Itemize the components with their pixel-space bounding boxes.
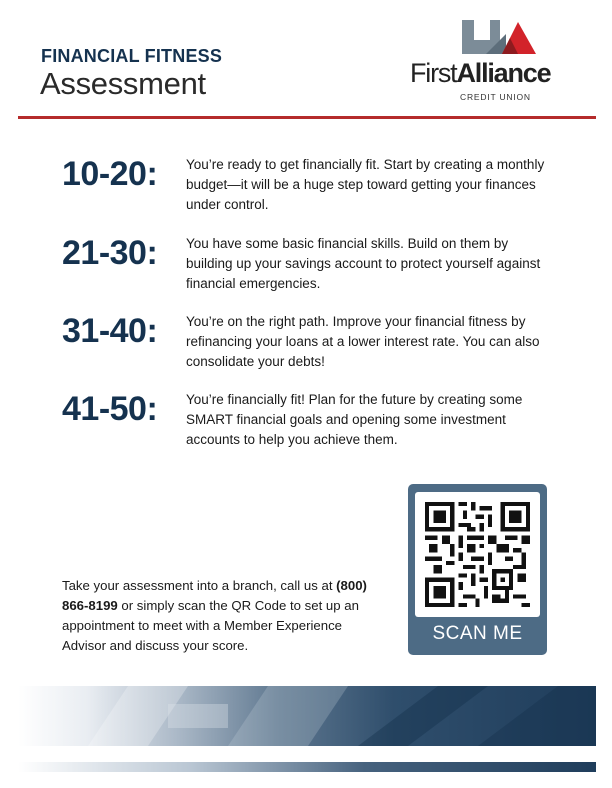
logo-subtitle: CREDIT UNION bbox=[460, 92, 531, 102]
logo-word-first: First bbox=[410, 58, 457, 88]
score-row bbox=[62, 155, 562, 225]
contact-text-before: Take your assessment into a branch, call us at bbox=[62, 578, 333, 593]
score-range: 10-20: bbox=[62, 155, 158, 193]
contact-phone-link[interactable]: (800) 866-8199 bbox=[62, 578, 367, 613]
score-description: You’re financially fit! Plan for the future by creating some SMART financial goals and opening some investment accounts to help you achieve them. bbox=[186, 392, 523, 447]
qr-code-card[interactable] bbox=[408, 484, 547, 655]
footer-decorative-band bbox=[18, 686, 596, 746]
score-description: You’re on the right path. Improve your financial fitness by refinancing your loans at a lower interest rate. You can also consolidate your debts! bbox=[186, 314, 540, 369]
page-title-line2: Assessment bbox=[40, 66, 206, 101]
logo-wordmark bbox=[410, 58, 586, 89]
logo-word-alliance: Alliance bbox=[456, 58, 551, 88]
contact-text-after: or simply scan the QR Code to set up an appointment to meet with a Member Experience Advisor and discuss your score. bbox=[62, 598, 359, 653]
logo-mark-icon bbox=[462, 18, 536, 58]
score-range: 31-40: bbox=[62, 312, 158, 350]
qr-code-frame bbox=[415, 492, 540, 617]
contact-paragraph bbox=[62, 576, 382, 656]
score-description: You have some basic financial skills. Build on them by building up your savings account to protect yourself against financial emergencies. bbox=[186, 236, 541, 291]
score-range: 41-50: bbox=[62, 390, 158, 428]
footer-geometric-pattern bbox=[18, 686, 596, 746]
score-row bbox=[62, 234, 562, 304]
scan-me-label: SCAN ME bbox=[432, 623, 523, 644]
header-divider bbox=[18, 116, 596, 119]
footer-decorative-strip bbox=[18, 762, 596, 772]
qr-code-icon[interactable] bbox=[425, 502, 530, 607]
page-title-line1: FINANCIAL FITNESS bbox=[41, 46, 223, 66]
score-description: You’re ready to get financially fit. Start by creating a monthly budget—it will be a huge step toward getting your finances under control. bbox=[186, 157, 545, 212]
score-range: 21-30: bbox=[62, 234, 158, 272]
score-row bbox=[62, 390, 562, 460]
score-row bbox=[62, 312, 562, 382]
logo bbox=[408, 18, 584, 108]
